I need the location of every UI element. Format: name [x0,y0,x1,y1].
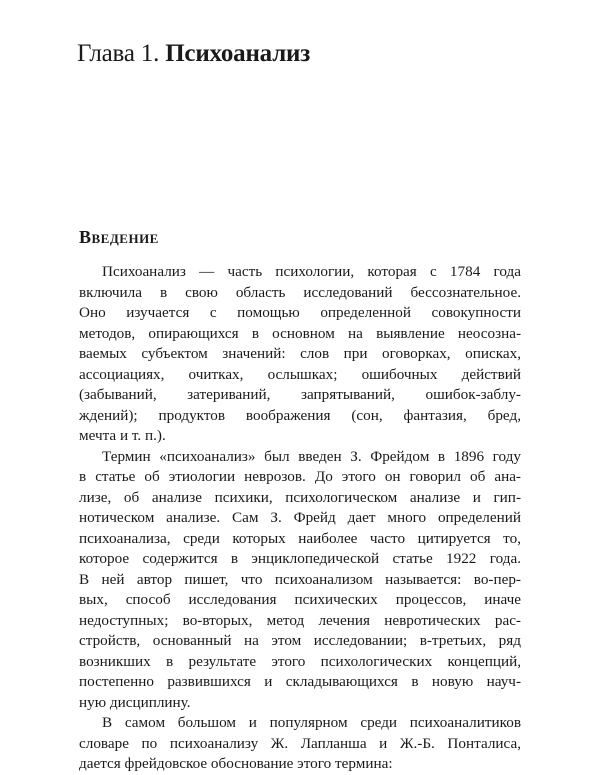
text-line: постепенно развившихся и складывающихся в новую науч- [79,673,521,690]
text-line: лизе, об анализе психики, психологическом анализе и гип- [79,488,521,506]
text-line: возникших в результате этого психологических концепций, [79,652,521,670]
chapter-title [77,38,310,70]
text-line: мечта и т. п.). [79,427,166,444]
text-line: ждений); продуктов воображения (сон, фантазия, бред, [79,406,521,424]
text-line: в статье об этиологии неврозов. До этого он говорил об ана- [79,468,521,485]
chapter-number: Глава 1. [77,40,160,67]
text-line: недоступных; во-вторых, метод лечения невротических рас- [79,611,521,629]
text-line: стройств, основанный на этом исследовании; в-третьих, ряд [79,632,521,649]
text-line: В ней автор пишет, что психоанализом называется: во-пер- [79,570,521,588]
text-line: ную дисциплину. [79,693,191,711]
text-line: ваемых субъектом значений: слов при оговорках, описках, [79,345,521,362]
text-line: ассоциациях, очитках, ослышках; ошибочных действий [79,365,521,383]
text-line: Термин «психоанализ» был введен З. Фрейдом в 1896 году [102,447,521,465]
body-text [79,262,521,775]
text-line: нотическом анализе. Сам З. Фрейд дает много определений [79,509,521,526]
text-line: методов, опирающихся в основном на выявление неосозна- [79,324,521,342]
text-line: включила в свою область исследований бессознательное. [79,283,521,301]
text-line: словаре по психоанализу Ж. Лапланша и Ж.-Б. Понталиса, [79,734,521,752]
text-line: вых, способ исследования психических процессов, иначе [79,591,521,608]
text-line: Психоанализ — часть психологии, которая с 1784 года [102,263,521,280]
chapter-name: Психоанализ [165,40,311,67]
text-line: психоанализа, среди которых наиболее часто цитируется то, [79,529,521,547]
section-heading: Введение [79,227,159,247]
text-line: Оно изучается с помощью определенной совокупности [79,304,521,321]
text-line: которое содержится в энциклопедической статье 1922 года. [79,550,521,567]
text-line: (забываний, затериваний, запрятываний, ошибок-заблу- [79,386,521,403]
text-line: В самом большом и популярном среди психоаналитиков [102,714,521,731]
text-line: дается фрейдовское обоснование этого термина: [79,755,393,772]
